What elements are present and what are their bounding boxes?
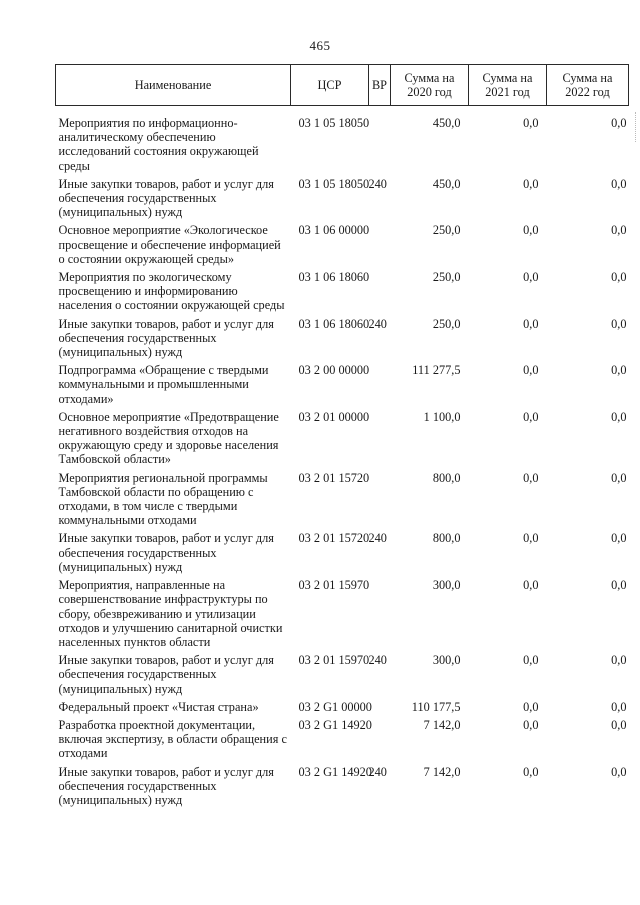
cell-vr: 240 [368,764,387,779]
cell-sum-2021: 0,0 [523,470,539,485]
cell-name: Иные закупки товаров, работ и услуг для обеспечения государственных (муниципальных) нужд [58,316,274,360]
cell-sum-2022: 0,0 [611,116,627,130]
cell-sum-2020: 450,0 [432,176,461,191]
table-row [56,718,629,765]
cell-vr [369,578,391,653]
cell-name: Основное мероприятие «Экологическое просвещение и обеспечение информацией о состоянии окружающей среды» [58,223,281,266]
cell-csr: 03 1 06 18060 [298,270,370,285]
cell-sum-2022: 0,0 [611,470,627,485]
cell-sum-2020: 250,0 [432,223,461,238]
page-number: 465 [309,38,331,53]
cell-sum-2021: 0,0 [523,409,539,424]
cell-sum-2022: 0,0 [611,578,627,593]
cell-vr: 240 [368,653,387,668]
header-name: Наименование [56,65,291,106]
cell-name: Мероприятия региональной программы Тамбовской области по обращению с отходами, в том числе с твердыми коммунальными отходами [58,470,268,528]
header-vr: ВР [369,65,391,106]
table-row [56,270,629,317]
table-row [56,531,629,578]
cell-sum-2022: 0,0 [611,653,627,668]
cell-sum-2020: 800,0 [432,470,461,485]
cell-sum-2020: 7 142,0 [423,764,461,779]
cell-sum-2021: 0,0 [523,176,539,191]
header-sum-2021: Сумма на 2021 год [469,65,547,106]
cell-sum-2022: 0,0 [611,316,627,331]
cell-csr: 03 1 06 00000 [298,223,370,238]
cell-name: Разработка проектной документации, включая экспертизу, в области обращения с отходами [58,717,287,761]
cell-vr: 240 [368,176,387,191]
table-row [56,317,629,364]
table-row [56,700,629,718]
cell-csr: 03 2 01 15970 [298,653,370,668]
cell-sum-2020: 300,0 [432,578,461,593]
header-sum-2020: Сумма на 2020 год [391,65,469,106]
cell-name: Иные закупки товаров, работ и услуг для обеспечения государственных (муниципальных) нужд [58,176,274,220]
cell-name: Иные закупки товаров, работ и услуг для обеспечения государственных (муниципальных) нужд [58,531,274,574]
cell-csr: 03 1 06 18060 [298,316,370,331]
cell-name: Основное мероприятие «Предотвращение негативного воздействия отходов на окружающую среду и здоровье населения Тамбовской области» [58,409,279,467]
cell-sum-2020: 110 177,5 [411,699,461,714]
cell-sum-2022: 0,0 [611,176,627,191]
cell-sum-2021: 0,0 [523,699,539,714]
cell-name: Федеральный проект «Чистая страна» [58,699,259,714]
cell-csr: 03 2 G1 00000 [298,699,372,714]
cell-csr: 03 2 01 15720 [298,470,370,485]
cell-sum-2022: 0,0 [611,717,627,732]
cell-vr [369,223,391,270]
cell-name: Мероприятия, направленные на совершенствование инфраструктуры по сбору, обезвреживанию и утилизации отходов и улучшению санитарной очистки населенных пунктов области [58,578,283,649]
cell-csr: 03 2 G1 14920 [298,764,372,779]
cell-sum-2020: 450,0 [432,116,461,130]
cell-sum-2022: 0,0 [611,531,627,546]
cell-sum-2020: 111 277,5 [412,363,461,378]
cell-sum-2021: 0,0 [523,717,539,732]
cell-sum-2020: 250,0 [432,270,461,285]
cell-sum-2022: 0,0 [611,764,627,779]
cell-name: Подпрограмма «Обращение с твердыми коммунальными и промышленными отходами» [58,363,269,406]
header-csr: ЦСР [291,65,369,106]
cell-sum-2022: 0,0 [611,223,627,238]
header-sum-2022: Сумма на 2022 год [547,65,629,106]
cell-sum-2021: 0,0 [523,531,539,546]
cell-sum-2020: 7 142,0 [423,717,461,732]
cell-sum-2021: 0,0 [523,578,539,593]
cell-vr [369,106,391,177]
table-row [56,223,629,270]
cell-vr [369,270,391,317]
cell-sum-2020: 300,0 [432,653,461,668]
cell-sum-2021: 0,0 [523,316,539,331]
cell-name: Мероприятия по информационно-аналитическому обеспечению исследований состояния окружающей среды [58,116,259,173]
cell-vr: 240 [368,316,387,331]
cell-sum-2022: 0,0 [611,270,627,285]
cell-csr: 03 2 01 15970 [298,578,370,593]
cell-csr: 03 2 01 15720 [298,531,370,546]
cell-csr: 03 2 00 00000 [298,363,370,378]
scan-edge-marks [632,112,636,142]
cell-vr: 240 [368,531,387,546]
cell-vr [369,471,391,532]
table-row [56,653,629,700]
cell-sum-2022: 0,0 [611,409,627,424]
table-row [56,410,629,471]
table-row [56,471,629,532]
cell-vr [369,363,391,410]
cell-sum-2021: 0,0 [523,653,539,668]
table-row [56,765,629,812]
cell-csr: 03 2 01 00000 [298,409,370,424]
cell-vr [369,410,391,471]
cell-sum-2020: 1 100,0 [423,409,461,424]
table-body [56,106,629,812]
cell-csr: 03 1 05 18050 [298,176,370,191]
cell-sum-2021: 0,0 [523,764,539,779]
cell-sum-2021: 0,0 [523,223,539,238]
table-row [56,363,629,410]
cell-sum-2021: 0,0 [523,363,539,378]
cell-sum-2022: 0,0 [611,699,627,714]
cell-sum-2022: 0,0 [611,363,627,378]
table-row [56,106,629,177]
table-header [56,65,629,106]
cell-csr: 03 1 05 18050 [298,116,370,130]
cell-csr: 03 2 G1 14920 [298,717,372,732]
cell-sum-2020: 800,0 [432,531,461,546]
budget-table [55,64,629,811]
cell-name: Иные закупки товаров, работ и услуг для обеспечения государственных (муниципальных) нужд [58,764,274,807]
cell-sum-2021: 0,0 [523,116,539,130]
table-row [56,177,629,224]
cell-name: Мероприятия по экологическому просвещению и информированию населения о состоянии окружающей среды [58,270,285,313]
cell-sum-2021: 0,0 [523,270,539,285]
table-row [56,578,629,653]
cell-sum-2020: 250,0 [432,316,461,331]
cell-name: Иные закупки товаров, работ и услуг для обеспечения государственных (муниципальных) нужд [58,653,274,696]
